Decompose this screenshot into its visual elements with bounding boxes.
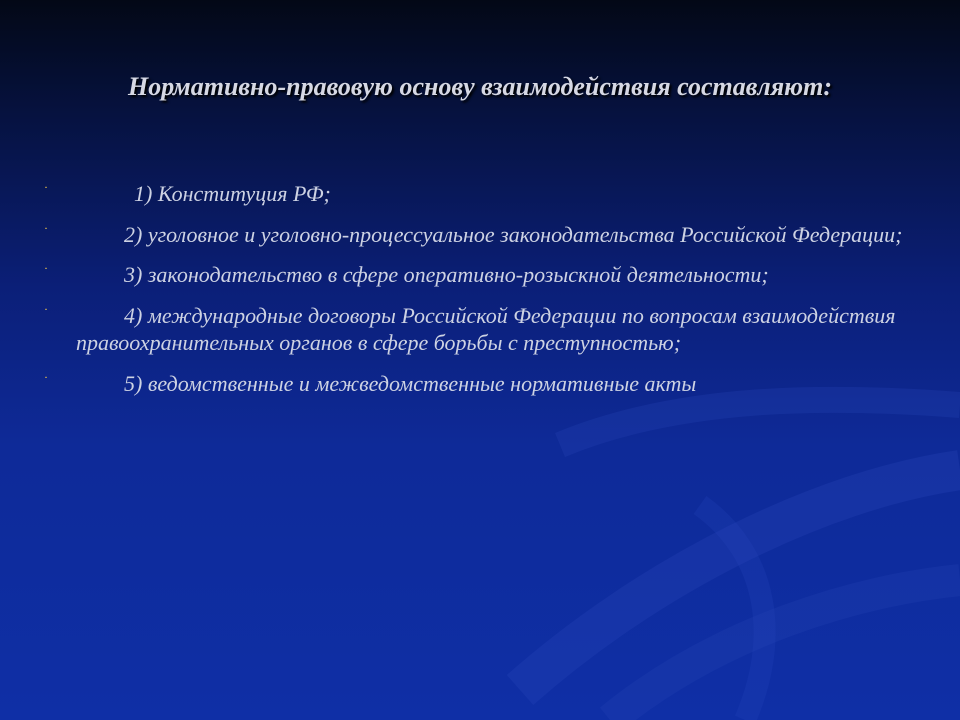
- list-item: [44, 180, 924, 208]
- bullet-icon: ·: [44, 261, 48, 275]
- legal-basis-list: [44, 180, 924, 410]
- list-item: [44, 221, 924, 249]
- bullet-icon: ·: [44, 301, 48, 316]
- slide-title: Нормативно-правовую основу взаимодействия составляют:: [128, 72, 832, 101]
- bullet-icon: ·: [44, 220, 48, 235]
- list-item-text: 5) ведомственные и межведомственные нормативные акты: [124, 370, 697, 396]
- list-item-text: 1) Конституция РФ;: [134, 181, 331, 206]
- list-item: [44, 302, 924, 357]
- list-item: [44, 370, 924, 398]
- bullet-icon: ·: [44, 369, 48, 384]
- list-item-text: 2) уголовное и уголовно-процессуальное законодательства Российской Федерации;: [124, 221, 903, 247]
- list-item-text: 4) международные договоры Российской Федерации по вопросам взаимодействия правоохранительных органов в сфере борьбы с преступностью;: [76, 302, 896, 355]
- bullet-icon: ·: [44, 180, 48, 194]
- list-item-text: 3) законодательство в сфере оперативно-розыскной деятельности;: [124, 262, 769, 287]
- list-item: [44, 261, 924, 289]
